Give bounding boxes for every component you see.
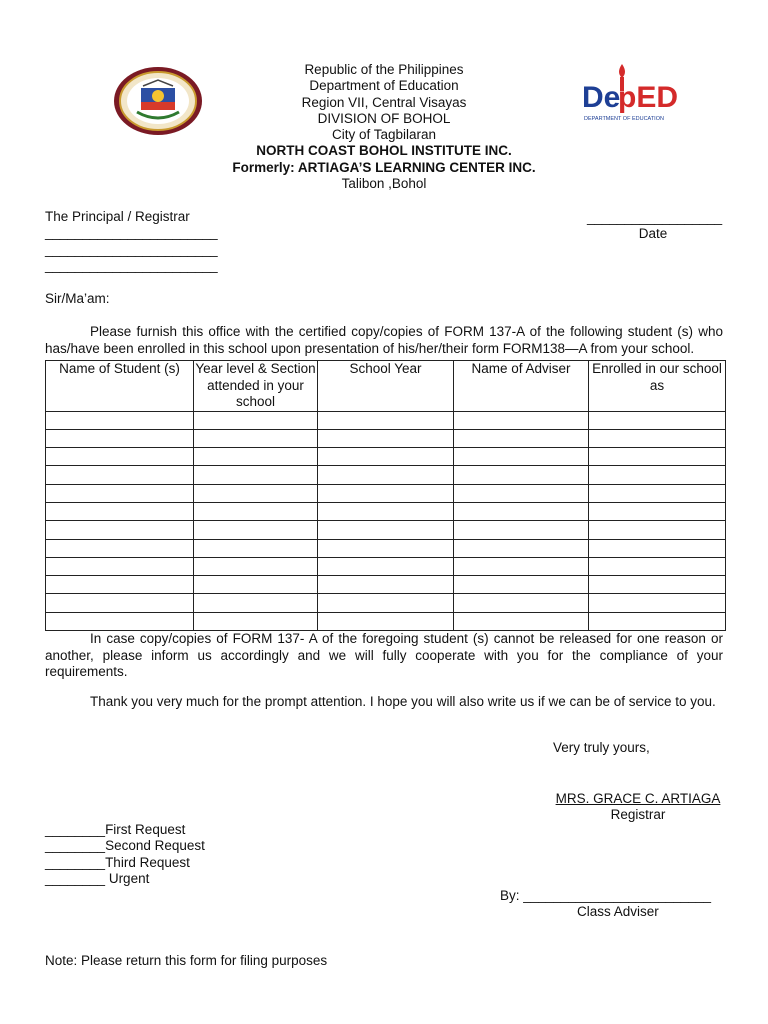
table-row bbox=[46, 594, 726, 612]
signature-block bbox=[553, 791, 723, 824]
table-cell[interactable] bbox=[589, 411, 726, 429]
header-formerly: Formerly: ARTIAGA’S LEARNING CENTER INC. bbox=[232, 159, 536, 175]
table-row bbox=[46, 539, 726, 557]
request-checklist bbox=[45, 822, 205, 887]
table-cell[interactable] bbox=[454, 448, 589, 466]
table-cell[interactable] bbox=[194, 521, 318, 539]
table-cell[interactable] bbox=[318, 612, 454, 630]
table-cell[interactable] bbox=[589, 521, 726, 539]
table-cell[interactable] bbox=[46, 612, 194, 630]
table-cell[interactable] bbox=[589, 594, 726, 612]
table-cell[interactable] bbox=[454, 576, 589, 594]
table-row bbox=[46, 612, 726, 630]
table-cell[interactable] bbox=[318, 466, 454, 484]
column-header-school-year: School Year bbox=[318, 361, 454, 412]
by-signature-line[interactable]: By: _________________________ bbox=[500, 888, 711, 903]
table-cell[interactable] bbox=[454, 484, 589, 502]
table-cell[interactable] bbox=[318, 448, 454, 466]
footer-note: Note: Please return this form for filing purposes bbox=[45, 953, 328, 968]
table-row bbox=[46, 576, 726, 594]
table-cell[interactable] bbox=[318, 411, 454, 429]
table-row bbox=[46, 557, 726, 575]
column-header-student-name: Name of Student (s) bbox=[46, 361, 194, 412]
column-header-enrolled-as: Enrolled in our school as bbox=[589, 361, 726, 412]
table-cell[interactable] bbox=[194, 448, 318, 466]
table-cell[interactable] bbox=[46, 429, 194, 447]
header-division: DIVISION OF BOHOL bbox=[317, 110, 451, 126]
request-third[interactable]: ________Third Request bbox=[45, 854, 190, 870]
table-cell[interactable] bbox=[194, 411, 318, 429]
table-cell[interactable] bbox=[318, 576, 454, 594]
recipient-blank-line[interactable]: _______________________ bbox=[45, 225, 218, 241]
table-cell[interactable] bbox=[46, 502, 194, 520]
class-adviser-block bbox=[500, 888, 711, 921]
table-cell[interactable] bbox=[318, 502, 454, 520]
recipient-blank-line[interactable]: _______________________ bbox=[45, 257, 218, 273]
student-request-table bbox=[45, 360, 726, 631]
table-cell[interactable] bbox=[589, 466, 726, 484]
salutation: Sir/Ma’am: bbox=[45, 291, 110, 306]
svg-text:pED: pED bbox=[618, 81, 678, 114]
table-cell[interactable] bbox=[318, 539, 454, 557]
table-cell[interactable] bbox=[454, 612, 589, 630]
table-cell[interactable] bbox=[46, 557, 194, 575]
letterhead bbox=[0, 62, 768, 192]
release-paragraph: In case copy/copies of FORM 137- A of the foregoing student (s) cannot be released for one reason or another, please inform us accordingly and we will fully cooperate with you for the compliance of your requirements. bbox=[45, 631, 723, 679]
header-location: Talibon ,Bohol bbox=[341, 176, 427, 192]
column-header-year-level: Year level & Section attended in your school bbox=[195, 361, 316, 409]
table-cell[interactable] bbox=[454, 594, 589, 612]
table-cell[interactable] bbox=[589, 576, 726, 594]
table-cell[interactable] bbox=[194, 502, 318, 520]
header-region: Region VII, Central Visayas bbox=[301, 94, 467, 110]
table-cell[interactable] bbox=[318, 521, 454, 539]
table-cell[interactable] bbox=[589, 502, 726, 520]
request-second[interactable]: ________Second Request bbox=[45, 838, 205, 854]
table-cell[interactable] bbox=[194, 466, 318, 484]
table-cell[interactable] bbox=[589, 448, 726, 466]
table-cell[interactable] bbox=[46, 484, 194, 502]
table-cell[interactable] bbox=[46, 594, 194, 612]
date-blank-line[interactable]: __________________ bbox=[587, 210, 723, 225]
table-cell[interactable] bbox=[46, 521, 194, 539]
table-cell[interactable] bbox=[454, 466, 589, 484]
table-cell[interactable] bbox=[194, 612, 318, 630]
date-label: Date bbox=[638, 226, 668, 242]
signatory-name: MRS. GRACE C. ARTIAGA bbox=[555, 791, 721, 806]
svg-text:De: De bbox=[582, 81, 621, 114]
table-row bbox=[46, 502, 726, 520]
svg-text:DEPARTMENT OF EDUCATION: DEPARTMENT OF EDUCATION bbox=[584, 116, 664, 122]
table-cell[interactable] bbox=[318, 429, 454, 447]
table-header-row bbox=[46, 361, 726, 412]
table-cell[interactable] bbox=[194, 557, 318, 575]
table-row bbox=[46, 521, 726, 539]
table-cell[interactable] bbox=[46, 576, 194, 594]
table-cell[interactable] bbox=[589, 484, 726, 502]
table-cell[interactable] bbox=[454, 521, 589, 539]
recipient-block bbox=[45, 209, 218, 274]
table-cell[interactable] bbox=[589, 612, 726, 630]
table-cell[interactable] bbox=[194, 429, 318, 447]
closing-text: Very truly yours, bbox=[553, 740, 650, 755]
table-cell[interactable] bbox=[454, 502, 589, 520]
table-cell[interactable] bbox=[454, 411, 589, 429]
table-cell[interactable] bbox=[46, 466, 194, 484]
table-cell[interactable] bbox=[589, 539, 726, 557]
header-department: Department of Education bbox=[309, 78, 459, 94]
table-cell[interactable] bbox=[318, 594, 454, 612]
table-cell[interactable] bbox=[589, 557, 726, 575]
thank-you-paragraph: Thank you very much for the prompt attention. I hope you will also write us if we can be of service to you. bbox=[90, 694, 716, 709]
request-urgent[interactable]: ________ Urgent bbox=[45, 870, 150, 886]
recipient-blank-line[interactable]: _______________________ bbox=[45, 241, 218, 257]
request-first[interactable]: ________First Request bbox=[45, 822, 186, 837]
table-cell[interactable] bbox=[318, 484, 454, 502]
table-row bbox=[46, 429, 726, 447]
table-cell[interactable] bbox=[194, 539, 318, 557]
table-row bbox=[46, 448, 726, 466]
header-city: City of Tagbilaran bbox=[331, 127, 437, 143]
column-header-adviser: Name of Adviser bbox=[454, 361, 589, 412]
table-cell[interactable] bbox=[454, 539, 589, 557]
table-cell[interactable] bbox=[46, 411, 194, 429]
header-republic: Republic of the Philippines bbox=[304, 62, 464, 77]
class-adviser-title: Class Adviser bbox=[577, 904, 659, 920]
table-cell[interactable] bbox=[194, 576, 318, 594]
request-paragraph: Please furnish this office with the certified copy/copies of FORM 137-A of the following student (s) who has/have been enrolled in this school upon presentation of his/her/their form FORM138—A from your school. bbox=[45, 324, 723, 356]
table-cell[interactable] bbox=[194, 484, 318, 502]
signatory-title: Registrar bbox=[610, 807, 666, 823]
header-school-name: NORTH COAST BOHOL INSTITUTE INC. bbox=[256, 143, 512, 159]
table-cell[interactable] bbox=[318, 557, 454, 575]
table-cell[interactable] bbox=[194, 594, 318, 612]
date-block bbox=[587, 210, 723, 243]
table-cell[interactable] bbox=[46, 539, 194, 557]
table-cell[interactable] bbox=[454, 429, 589, 447]
table-cell[interactable] bbox=[454, 557, 589, 575]
table-cell[interactable] bbox=[589, 429, 726, 447]
table-row bbox=[46, 411, 726, 429]
table-cell[interactable] bbox=[46, 448, 194, 466]
recipient-title: The Principal / Registrar bbox=[45, 209, 190, 224]
table-row bbox=[46, 484, 726, 502]
table-row bbox=[46, 466, 726, 484]
